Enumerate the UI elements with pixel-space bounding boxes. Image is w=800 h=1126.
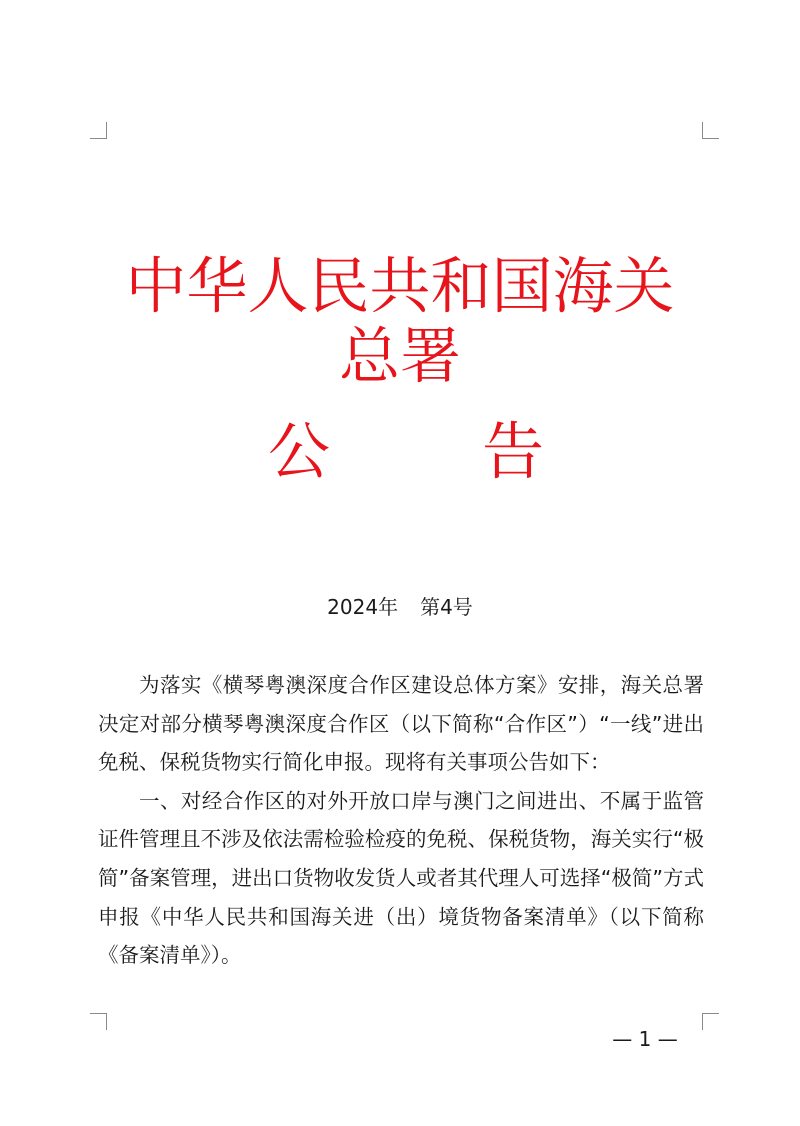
document-number-year: 2024年 [327, 595, 399, 619]
document-number [0, 592, 800, 622]
page-number: — 1 — [612, 1027, 678, 1051]
crop-mark-top-right [702, 122, 719, 139]
document-number-value: 第4号 [420, 595, 473, 619]
document-type-char-2: 告 [482, 415, 545, 488]
document-type-heading [120, 412, 680, 492]
document-body [98, 666, 704, 975]
issuer-title: 中华人民共和国海关总署 [125, 251, 675, 392]
body-paragraph-1: 为落实《横琴粤澳深度合作区建设总体方案》安排，海关总署决定对部分横琴粤澳深度合作区（以下简称“合作区”）“一线”进出免税、保税货物实行简化申报。现将有关事项公告如下： [98, 673, 704, 775]
document-type-char-1: 公 [268, 415, 331, 488]
crop-mark-top-left [90, 122, 107, 139]
body-paragraph-2: 一、对经合作区的对外开放口岸与澳门之间进出、不属于监管证件管理且不涉及依法需检验检疫的免税、保税货物，海关实行“极简”备案管理，进出口货物收发货人或者其代理人可选择“极简”方式申报《中华人民共和国海关进（出）境货物备案清单》（以下简称《备案清单》）。 [98, 788, 704, 968]
crop-mark-bottom-right [702, 1013, 719, 1030]
crop-mark-bottom-left [90, 1013, 107, 1030]
